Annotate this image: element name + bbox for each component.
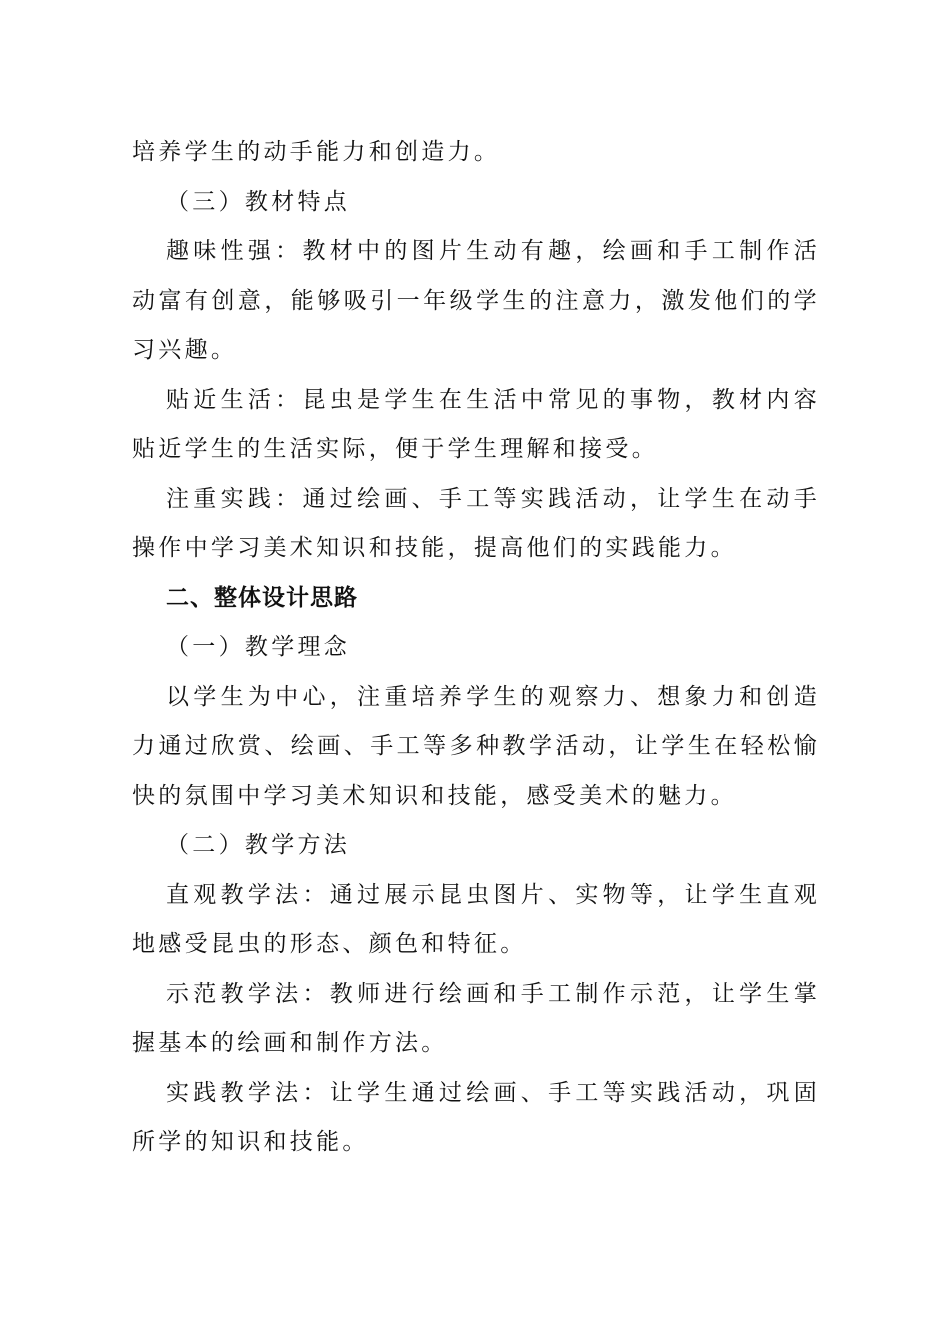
paragraph-practice-method: 实践教学法：让学生通过绘画、手工等实践活动，巩固所学的知识和技能。: [132, 1079, 820, 1155]
subheading-teaching-methods: （二）教学方法: [166, 832, 351, 858]
paragraph-continuation: 培养学生的动手能力和创造力。: [132, 139, 501, 165]
paragraph-intuitive-method: 直观教学法：通过展示昆虫图片、实物等，让学生直观地感受昆虫的形态、颜色和特征。: [132, 881, 820, 957]
document-page: [132, 128, 820, 1168]
section-heading-design: 二、整体设计思路: [166, 584, 358, 611]
paragraph-life: 贴近生活：昆虫是学生在生活中常见的事物，教材内容贴近学生的生活实际，便于学生理解和接受。: [132, 386, 820, 462]
paragraph-practice: 注重实践：通过绘画、手工等实践活动，让学生在动手操作中学习美术知识和技能，提高他们的实践能力。: [132, 485, 820, 561]
paragraph-demonstration-method: 示范教学法：教师进行绘画和手工制作示范，让学生掌握基本的绘画和制作方法。: [132, 980, 820, 1056]
subheading-textbook-features: （三）教材特点: [166, 188, 351, 215]
paragraph-philosophy: 以学生为中心，注重培养学生的观察力、想象力和创造力通过欣赏、绘画、手工等多种教学活动，让学生在轻松愉快的氛围中学习美术知识和技能，感受美术的魅力。: [132, 683, 820, 809]
subheading-teaching-philosophy: （一）教学理念: [166, 634, 351, 660]
paragraph-fun: 趣味性强：教材中的图片生动有趣，绘画和手工制作活动富有创意，能够吸引一年级学生的注意力，激发他们的学习兴趣。: [132, 238, 820, 363]
